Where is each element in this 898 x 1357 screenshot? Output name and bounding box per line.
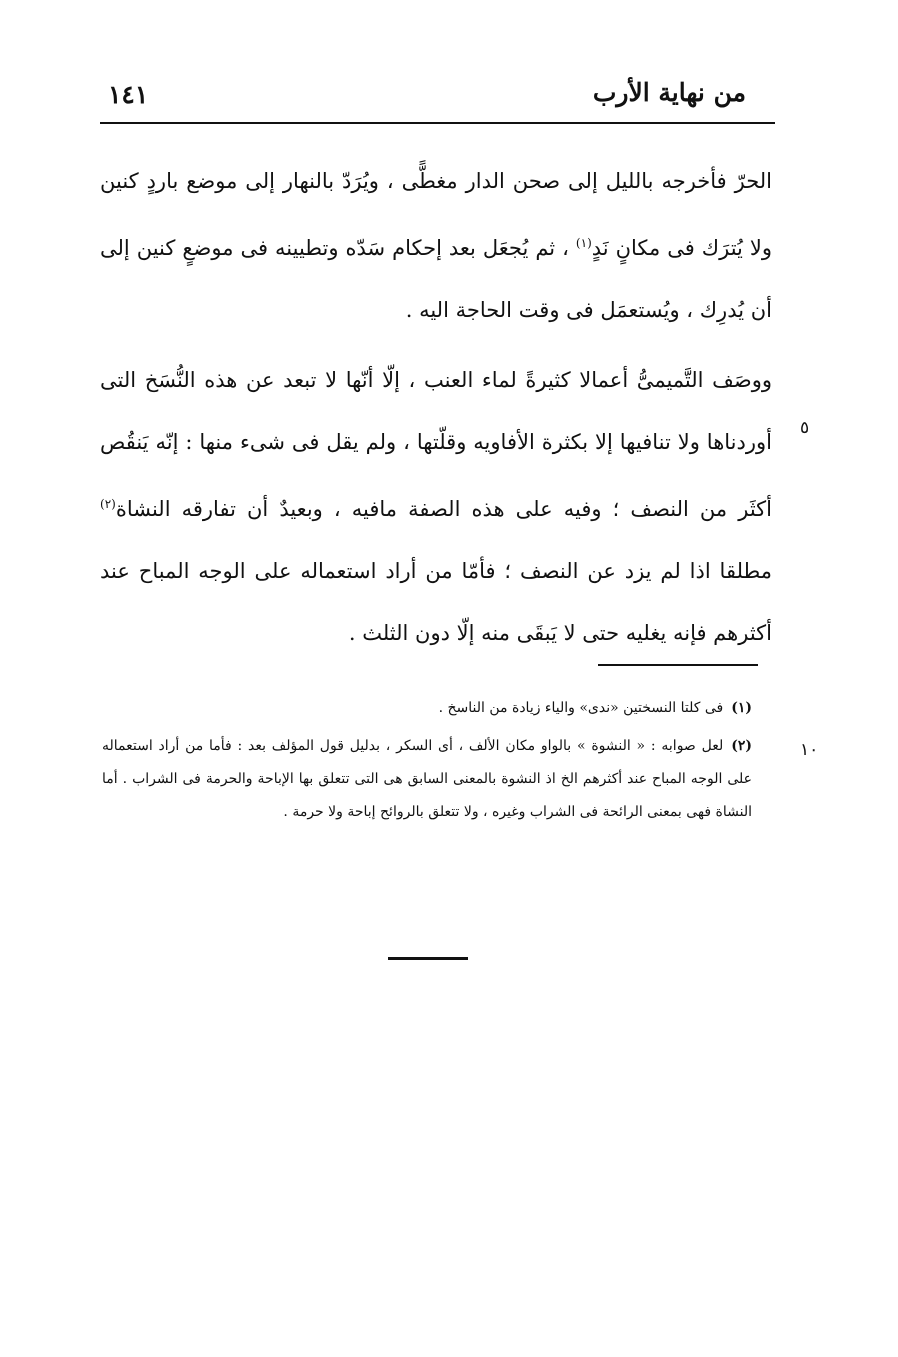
line-number-marker-10: ١٠ xyxy=(800,740,819,760)
main-text xyxy=(100,150,772,664)
footnote-2-number: (٢) xyxy=(731,738,753,754)
footnote-separator xyxy=(598,664,758,666)
running-title: من نهاية الأرب xyxy=(592,78,746,107)
paragraph-1-part-2: ، ثم يُجعَل بعد إحكام سَدّه وتطيينه فى موضعٍ كنين إلى أن يُدرِك ، ويُستعمَل فى وقت الحاجة اليه . xyxy=(100,236,772,322)
footnote-1-text: فى كلتا النسختين «ندى» والياء زيادة من الناسخ . xyxy=(438,700,724,716)
paragraph-2-part-2: مطلقا اذا لم يزد عن النصف ؛ فأمّا من أراد استعماله على الوجه المباح عند أكثرهم فإنه يغليه حتى لا يَبقَى منه إلّا دون الثلث . xyxy=(100,559,772,645)
footnote-reference-2: (٢) xyxy=(100,497,116,511)
end-of-page-rule xyxy=(388,957,468,960)
paragraph-1-part-1: الحرّ فأخرجه بالليل إلى صحن الدار مغطًّى ، ويُرَدّ بالنهار إلى موضع باردٍ كنين ولا يُترَك فى مكانٍ نَدٍ xyxy=(100,169,772,260)
line-number-marker-5: ٥ xyxy=(800,418,810,438)
footnote-1-number: (١) xyxy=(731,700,752,716)
footnotes xyxy=(102,692,752,829)
footnote-2-text: لعل صوابه : « النشوة » بالواو مكان الألف ، أى السكر ، بدليل قول المؤلف بعد : فأما من أراد استعماله على الوجه المباح عند أكثرهم الخ اذ النشوة بالمعنى السابق هى التى تتعلق بها الإباحة والحرمة فى الشراب . أما النشاة فهى بمعنى الرائحة فى الشراب وغيره ، ولا تتعلق بالروائح إباحة ولا حرمة . xyxy=(102,738,752,820)
paragraph-1 xyxy=(100,150,772,341)
footnote-1 xyxy=(102,692,752,725)
paragraph-2 xyxy=(100,349,772,664)
footnote-reference-1: (١) xyxy=(575,236,592,250)
header-rule xyxy=(100,122,775,124)
page-number: ١٤١ xyxy=(108,80,149,109)
paragraph-2-part-1: ووصَف التَّميمىُّ أعمالا كثيرةً لماء العنب ، إلّا أنّها لا تبعد عن هذه النُّسَخ التى أوردناها ولا تنافيها إلا بكثرة الأفاويه وقلّتها ، ولم يقل فى شىء منها : إنّه يَنقُص أكثَر من النصف ؛ وفيه على هذه الصفة مافيه ، وبعيدٌ أن تفارقه النشاة xyxy=(100,368,772,521)
footnote-2 xyxy=(102,730,752,829)
